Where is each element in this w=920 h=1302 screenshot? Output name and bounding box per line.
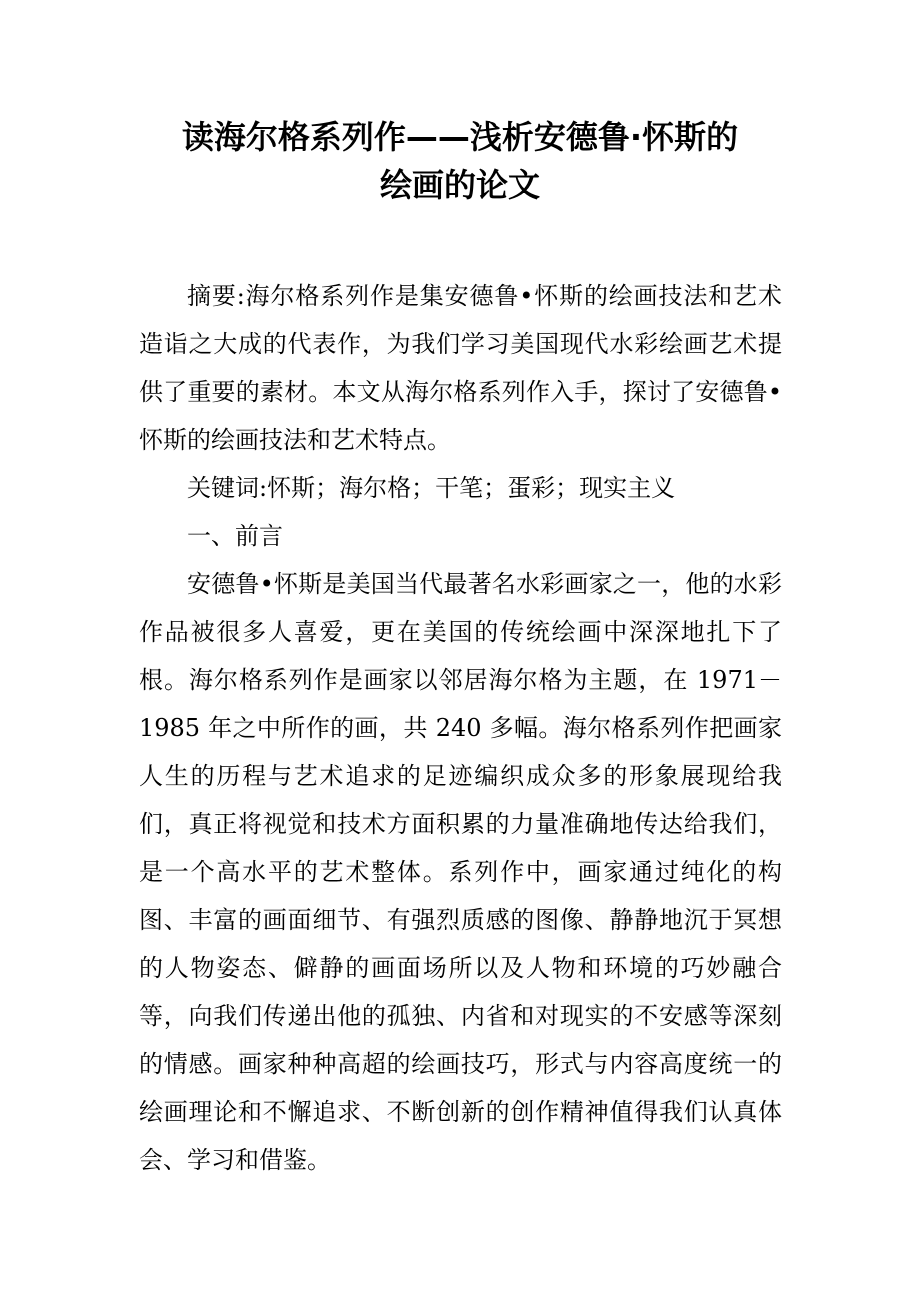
document-title-line-2: 绘画的论文 xyxy=(379,166,540,204)
keywords-paragraph: 关键词:怀斯；海尔格；干笔；蛋彩；现实主义 xyxy=(187,474,676,502)
section-heading-preface: 一、前言 xyxy=(187,522,283,550)
abstract-paragraph: 摘要:海尔格系列作是集安德鲁•怀斯的绘画技法和艺术造诣之大成的代表作，为我们学习美国现代水彩绘画艺术提供了重要的素材。本文从海尔格系列作入手，探讨了安德鲁•怀斯的绘画技法和艺术特点。 xyxy=(139,282,782,454)
document-body xyxy=(139,272,782,1184)
document-title-line-1: 读海尔格系列作——浅析安德鲁·怀斯的 xyxy=(181,118,739,156)
preface-paragraph: 安德鲁•怀斯是美国当代最著名水彩画家之一，他的水彩作品被很多人喜爱，更在美国的传统绘画中深深地扎下了根。海尔格系列作是画家以邻居海尔格为主题，在 1971－1985 年之中所作的画，共 240 多幅。海尔格系列作把画家人生的历程与艺术追求的足迹编织成众多的形象展现给我们，真正将视觉和技术方面积累的力量准确地传达给我们，是一个高水平的艺术整体。系列作中，画家通过纯化的构图、丰富的画面细节、有强烈质感的图像、静静地沉于冥想的人物姿态、僻静的画面场所以及人物和环境的巧妙融合等，向我们传递出他的孤独、内省和对现实的不安感等深刻的情感。画家种种高超的绘画技巧，形式与内容高度统一的绘画理论和不懈追求、不断创新的创作精神值得我们认真体会、学习和借鉴。 xyxy=(139,570,782,1174)
